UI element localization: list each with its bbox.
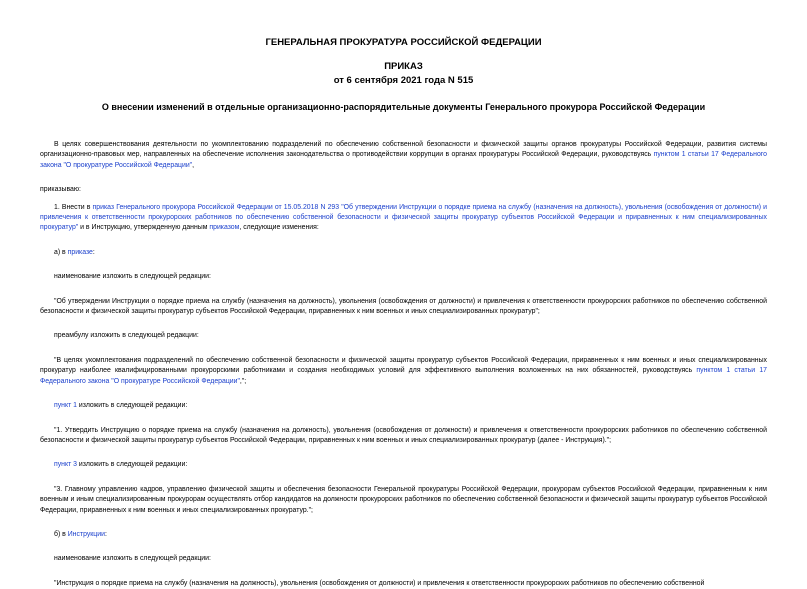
subitem-b-suffix: : (104, 530, 107, 538)
name-change-2: наименование изложить в следующей редакции: (54, 555, 211, 563)
quote-4: "3. Главному управлению кадров, управлению физической защиты и обеспечения безопасности Генеральной прокуратуры Российской Федерации, прокурорам субъектов Российской Федерации, приравненным к ним военным и иным специализированным прокурорам осуществлять отбор кандидатов на должности прокурорских работников по обеспечению собственной безопасности и физической защиты прокуратур субъектов Российской Федерации, приравненных к ним военных и иных специализированных прокуратур."; (40, 485, 767, 514)
subitem-a-suffix: : (92, 248, 95, 256)
quote-3: "1. Утвердить Инструкцию о порядке приема на службу (назначения на должность), увольнения (освобождения от должности) и привлечения к ответственности прокурорских работников по обеспечению собственной безопасности и физической защиты прокуратур субъектов Российской Федерации, приравненных к ним военных и иных специализированных прокуратур (далее - Инструкция)."; (40, 426, 767, 444)
instruction-link[interactable]: Инструкции (67, 530, 105, 538)
subitem-a (40, 248, 767, 258)
item-1-text: 1. Внести в (54, 203, 93, 211)
intro-text: В целях совершенствования деятельности по укомплектованию подразделений по обеспечению собственной безопасности и физической защиты органов прокуратуры Российской Федерации, развития системы организационно-правовых мер, направленных на обеспечение исполнения законодательства о противодействии коррупции в органах прокуратуры Российской Федерации, руководствуясь (40, 141, 767, 159)
subitem-a-prefix: а) в (54, 248, 68, 256)
doc-date-number: от 6 сентября 2021 года N 515 (333, 75, 474, 86)
doc-subject: О внесении изменений в отдельные организационно-распорядительные документы Генерального прокурора Российской Федерации (101, 102, 706, 112)
name-change: наименование изложить в следующей редакции: (54, 273, 211, 281)
order-293-link[interactable]: приказ Генерального прокурора Российской Федерации от 15.05.2018 N 293 "Об утверждении Инструкции о порядке приема на службу (назначения на должность), увольнения (освобождения от должности) и привлечения к ответственности прокурорских работников по обеспечению собственной безопасности и физической защиты прокуратур субъектов Российской Федерации и приравненных к ним специализированных прокуратур" (40, 203, 768, 232)
quote-5: "Инструкция о порядке приема на службу (назначения на должность), увольнения (освобождения от должности) и привлечения к ответственности прокурорских работников по обеспечению собственной (54, 579, 705, 587)
law-link-2[interactable]: пунктом 1 статьи 17 Федерального закона "О прокуратуре Российской Федерации" (40, 367, 767, 385)
order-link[interactable]: приказом (209, 224, 240, 232)
point-1-link[interactable]: пункт 1 (54, 402, 77, 410)
item-1-mid: и в Инструкцию, утвержденную данным (78, 224, 210, 232)
quote-2 (40, 356, 767, 387)
order-word: приказываю: (40, 186, 81, 194)
point-3-change (40, 460, 767, 470)
point-3-link[interactable]: пункт 3 (54, 461, 77, 469)
intro-paragraph (40, 140, 767, 171)
point-1-text: изложить в следующей редакции: (76, 402, 188, 410)
prikaz-link[interactable]: приказе (67, 248, 93, 256)
intro-end: , (192, 161, 195, 169)
point-1-change (40, 401, 767, 411)
org-title: ГЕНЕРАЛЬНАЯ ПРОКУРАТУРА РОССИЙСКОЙ ФЕДЕРАЦИИ (265, 37, 542, 48)
document-body (40, 140, 767, 589)
preamble-change: преамбулу изложить в следующей редакции: (54, 332, 199, 340)
quote-2-text: "В целях укомплектования подразделений по обеспечению собственной безопасности и физической защиты прокуратур субъектов Российской Федерации, приравненных к ним военных и иных специализированных прокуратур наиболее квалифицированными прокурорскими работниками и создания необходимых условий для эффективного выполнения возложенных на них обязанностей, руководствуясь (40, 356, 767, 375)
subitem-b (40, 530, 767, 540)
quote-1: "Об утверждении Инструкции о порядке приема на службу (назначения на должность), увольнения (освобождения от должности) и привлечения к ответственности прокурорских работников по обеспечению собственной безопасности и физической защиты прокуратур субъектов Российской Федерации, приравненных к ним военных и иных специализированных прокуратур"; (40, 297, 767, 316)
item-1-end: , следующие изменения: (239, 224, 319, 232)
subitem-b-prefix: б) в (54, 530, 68, 538)
point-3-text: изложить в следующей редакции: (76, 461, 188, 469)
item-1 (40, 203, 767, 234)
quote-2-end: ,"; (239, 377, 247, 385)
doc-type: ПРИКАЗ (384, 61, 423, 72)
law-link[interactable]: пунктом 1 статьи 17 Федерального закона "О прокуратуре Российской Федерации" (40, 151, 767, 169)
